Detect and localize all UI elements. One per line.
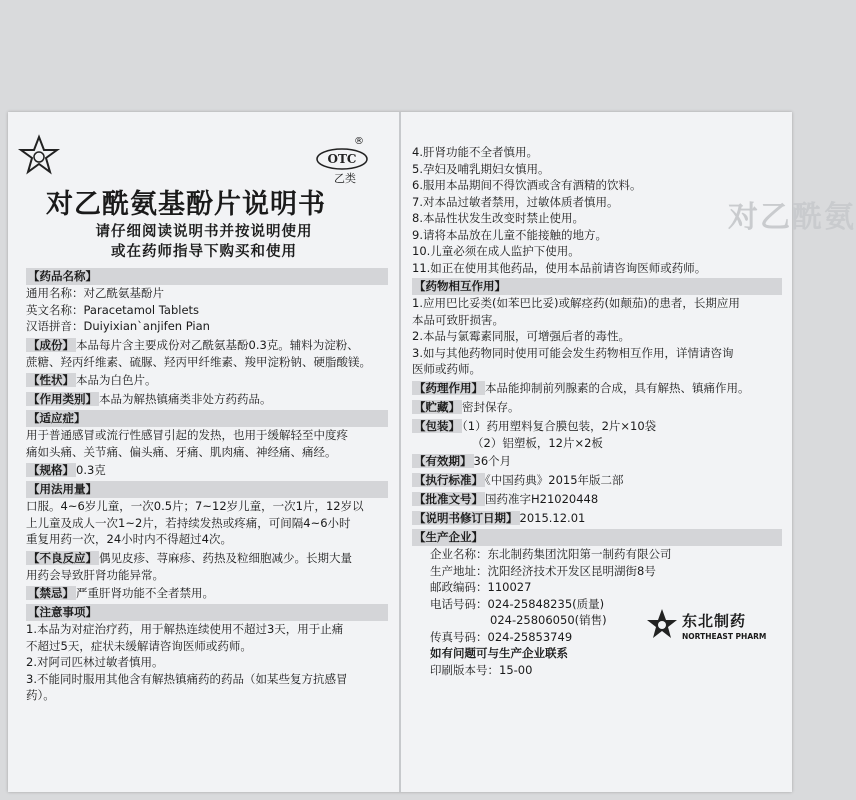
package-row	[412, 418, 782, 435]
left-column	[8, 112, 400, 792]
text-line: 痛如头痛、关节痛、偏头痛、牙痛、肌肉痛、神经痛、痛经。	[26, 444, 337, 459]
text-line: 3.如与其他药物同时使用可能会发生药物相互作用，详情请咨询	[412, 345, 734, 360]
section-label-pharm: 【药理作用】	[414, 380, 483, 395]
text-line: 6.服用本品期间不得饮酒或含有酒精的饮料。	[412, 178, 642, 192]
text-value: （1）药用塑料复合膜包装，2片×10袋	[462, 418, 657, 433]
text-line: 用于普通感冒或流行性感冒引起的发热，也用于缓解轻至中度疼	[26, 428, 348, 442]
section-label-revision: 【说明书修订日期】	[414, 511, 518, 525]
text-value: 密封保存。	[462, 399, 520, 414]
text-line: 2.对阿司匹林过敏者慎用。	[26, 655, 164, 669]
spec-row	[26, 462, 388, 479]
text-value: 偶见皮疹、荨麻疹、药热及粒细胞减少。长期大量	[99, 550, 352, 565]
text-line: 邮政编码：110027	[430, 580, 532, 594]
ingredients-row	[26, 337, 388, 354]
section-label-contra: 【禁忌】	[28, 586, 74, 600]
text-value: 0.3克	[76, 463, 106, 477]
document-title: 对乙酰氨基酚片说明书	[46, 189, 326, 220]
text-line: 本品可致肝损害。	[412, 312, 504, 327]
text-value: 严重肝肾功能不全者禁用。	[76, 586, 214, 600]
section-head-usage: 【用法用量】	[26, 481, 388, 498]
text-line: 药）。	[26, 688, 55, 702]
storage-row	[412, 399, 782, 416]
right-column	[400, 112, 792, 792]
background-ghost-text: 对乙酰氨	[728, 200, 856, 235]
section-head-interaction: 【药物相互作用】	[412, 278, 782, 295]
text-line: 不超过5天，症状未缓解请咨询医师或药师。	[26, 638, 252, 653]
section-head-name: 【药品名称】	[26, 268, 388, 285]
text-line: 024-25806050(销售)	[490, 613, 607, 627]
leaflet-sheet	[8, 112, 856, 792]
appearance-row	[26, 372, 388, 389]
section-head-cautions: 【注意事项】	[26, 604, 388, 621]
section-label-validity: 【有效期】	[414, 454, 472, 468]
text-line: 8.本品性状发生改变时禁止使用。	[412, 211, 584, 225]
text-line: （2）铝塑板，12片×2板	[472, 435, 603, 450]
manufacturer-logo	[644, 608, 772, 664]
section-label-standard: 【执行标准】	[414, 473, 483, 487]
approval-row	[412, 491, 782, 508]
text-line: 蔗糖、羟丙纤维素、硫脲、羟丙甲纤维素、羧甲淀粉钠、硬脂酸镁。	[26, 354, 371, 369]
text-line: 重复用药一次，24小时内不得超过4次。	[26, 532, 232, 546]
text-line: 上儿童及成人一次1~2片，若持续发热或疼痛，可间隔4~6小时	[26, 515, 351, 530]
text-line: 英文名称：Paracetamol Tablets	[26, 302, 200, 317]
section-label-action: 【作用类别】	[28, 392, 97, 406]
text-line: 用药会导致肝肾功能异常。	[26, 567, 164, 582]
text-line: 电话号码：024-25848235(质量)	[430, 596, 605, 611]
text-line: 医师或药师。	[412, 362, 481, 376]
text-line: 生产地址：沈阳经济技术开发区昆明湖街8号	[430, 563, 656, 578]
text-line: 通用名称：对乙酰氨基酚片	[26, 286, 164, 300]
text-value: 本品每片含主要成份对乙酰氨基酚0.3克。辅料为淀粉、	[76, 337, 359, 352]
otc-badge	[316, 148, 368, 170]
text-line: 印刷版本号：15-00	[430, 662, 533, 677]
text-line: 10.儿童必须在成人监护下使用。	[412, 244, 580, 258]
section-label-appearance: 【性状】	[28, 373, 74, 387]
adverse-row	[26, 550, 388, 567]
revision-row	[412, 510, 782, 527]
text-line: 4.肝肾功能不全者慎用。	[412, 145, 538, 159]
text-line: 2.本品与氯霉素同服，可增强后者的毒性。	[412, 329, 630, 343]
text-line: 1.应用巴比妥类(如苯巴比妥)或解痉药(如颠茄)的患者，长期应用	[412, 296, 740, 310]
text-line: 1.本品为对症治疗药，用于解热连续使用不超过3天，用于止痛	[26, 622, 344, 636]
notice-line-1: 请仔细阅读说明书并按说明使用	[95, 224, 313, 240]
section-label-ingredients: 【成份】	[28, 337, 74, 352]
section-label-adverse: 【不良反应】	[28, 550, 97, 565]
text-value: 本品能抑制前列腺素的合成，具有解热、镇痛作用。	[485, 380, 750, 395]
left-body	[26, 266, 388, 704]
pharm-row	[412, 380, 782, 397]
text-line: 传真号码：024-25853749	[430, 629, 573, 644]
registered-mark: ®	[354, 136, 364, 147]
text-line: 5.孕妇及哺乳期妇女慎用。	[412, 161, 550, 176]
manufacturer-name-cn: 东北制药	[682, 612, 747, 630]
otc-label: OTC	[327, 152, 357, 166]
section-head-producer: 【生产企业】	[412, 529, 782, 546]
section-label-approval: 【批准文号】	[414, 492, 483, 506]
standard-row	[412, 472, 782, 489]
notice-line-2: 或在药师指导下购买和使用	[111, 244, 297, 260]
right-body	[412, 144, 782, 678]
text-line: 3.不能同时服用其他含有解热镇痛药的药品（如某些复方抗感冒	[26, 671, 348, 686]
text-line: 企业名称：东北制药集团沈阳第一制药有限公司	[430, 547, 672, 561]
text-value: 2015.12.01	[519, 511, 586, 525]
text-value: 36个月	[473, 454, 512, 468]
section-label-spec: 【规格】	[28, 463, 74, 477]
text-line: 9.请将本品放在儿童不能接触的地方。	[412, 227, 607, 242]
text-value: 《中国药典》2015年版二部	[485, 473, 624, 487]
text-line: 11.如正在使用其他药品，使用本品前请咨询医师或药师。	[412, 260, 707, 275]
text-line: 口服。4~6岁儿童，一次0.5片；7~12岁儿童，一次1片，12岁以	[26, 499, 364, 513]
action-row	[26, 391, 388, 408]
text-line: 7.对本品过敏者禁用，过敏体质者慎用。	[412, 194, 619, 209]
text-value: 本品为解热镇痛类非处方药药品。	[99, 392, 272, 406]
star-logo-icon	[646, 608, 678, 640]
contra-row	[26, 585, 388, 602]
text-line: 汉语拼音：Duiyixian`anjifen Pian	[26, 319, 210, 333]
text-value: 国药准字H21020448	[485, 492, 599, 506]
manufacturer-name-en: NORTHEAST PHARM	[682, 632, 767, 641]
text-value: 本品为白色片。	[76, 373, 157, 387]
star-logo-icon	[20, 136, 58, 176]
category-label: 乙类	[334, 172, 356, 185]
validity-row	[412, 453, 782, 470]
section-head-indication: 【适应症】	[26, 410, 388, 427]
text-line: 如有问题可与生产企业联系	[430, 646, 568, 660]
section-label-package: 【包装】	[414, 418, 460, 433]
section-label-storage: 【贮藏】	[414, 399, 460, 414]
